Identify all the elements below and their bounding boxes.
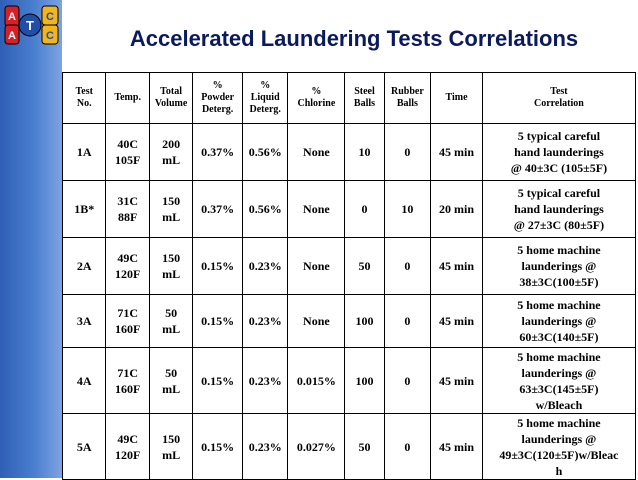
cell-test: 3A: [63, 295, 106, 348]
cell-volume: 200 mL: [149, 124, 192, 181]
cell-steel: 100: [345, 295, 384, 348]
header-liquid-deterg: % Liquid Deterg.: [242, 73, 288, 124]
cell-test: 5A: [63, 414, 106, 480]
cell-temp: 31C 88F: [106, 181, 149, 238]
cell-rubber: 0: [384, 295, 431, 348]
cell-volume: 150 mL: [149, 181, 192, 238]
cell-powder: 0.37%: [193, 181, 243, 238]
cell-chlorine: 0.027%: [288, 414, 345, 480]
table-row: [63, 295, 636, 348]
cell-correlation: 5 home machine launderings @ 63±3C(145±5F) w/Bleach: [482, 348, 635, 414]
header-chlorine: % Chlorine: [288, 73, 345, 124]
cell-steel: 100: [345, 348, 384, 414]
logo-letter: C: [46, 11, 54, 23]
correlations-table: [62, 72, 636, 480]
table-row: [63, 238, 636, 295]
cell-rubber: 0: [384, 414, 431, 480]
cell-rubber: 0: [384, 238, 431, 295]
cell-test: 1B*: [63, 181, 106, 238]
cell-volume: 50 mL: [149, 348, 192, 414]
cell-test: 2A: [63, 238, 106, 295]
cell-temp: 71C 160F: [106, 348, 149, 414]
cell-liquid: 0.23%: [242, 414, 288, 480]
cell-powder: 0.15%: [193, 348, 243, 414]
cell-rubber: 0: [384, 124, 431, 181]
cell-steel: 0: [345, 181, 384, 238]
cell-chlorine: None: [288, 295, 345, 348]
cell-powder: 0.37%: [193, 124, 243, 181]
cell-test: 4A: [63, 348, 106, 414]
header-time: Time: [431, 73, 483, 124]
header-powder-deterg: % Powder Deterg.: [193, 73, 243, 124]
cell-steel: 50: [345, 238, 384, 295]
slide-sidebar: [0, 0, 62, 478]
header-test-correlation: Test Correlation: [482, 73, 635, 124]
cell-liquid: 0.56%: [242, 181, 288, 238]
cell-chlorine: None: [288, 124, 345, 181]
table-row: [63, 181, 636, 238]
cell-liquid: 0.56%: [242, 124, 288, 181]
cell-volume: 150 mL: [149, 414, 192, 480]
header-steel-balls: Steel Balls: [345, 73, 384, 124]
cell-powder: 0.15%: [193, 295, 243, 348]
cell-temp: 49C 120F: [106, 238, 149, 295]
cell-correlation: 5 home machine launderings @ 49±3C(120±5F)w/Bleac h: [482, 414, 635, 480]
cell-chlorine: 0.015%: [288, 348, 345, 414]
cell-rubber: 10: [384, 181, 431, 238]
cell-test: 1A: [63, 124, 106, 181]
cell-volume: 150 mL: [149, 238, 192, 295]
cell-time: 20 min: [431, 181, 483, 238]
cell-temp: 71C 160F: [106, 295, 149, 348]
logo-letter: A: [8, 30, 16, 42]
cell-correlation: 5 typical careful hand launderings @ 27±3C (80±5F): [482, 181, 635, 238]
table-header-row: [63, 73, 636, 124]
header-temp: Temp.: [106, 73, 149, 124]
cell-time: 45 min: [431, 295, 483, 348]
cell-liquid: 0.23%: [242, 348, 288, 414]
cell-volume: 50 mL: [149, 295, 192, 348]
cell-powder: 0.15%: [193, 238, 243, 295]
cell-correlation: 5 home machine launderings @ 60±3C(140±5F): [482, 295, 635, 348]
cell-time: 45 min: [431, 124, 483, 181]
cell-chlorine: None: [288, 238, 345, 295]
cell-steel: 50: [345, 414, 384, 480]
cell-liquid: 0.23%: [242, 238, 288, 295]
cell-steel: 10: [345, 124, 384, 181]
cell-chlorine: None: [288, 181, 345, 238]
header-test-no: Test No.: [63, 73, 106, 124]
logo-letter: A: [8, 11, 16, 23]
table-row: [63, 348, 636, 414]
cell-temp: 49C 120F: [106, 414, 149, 480]
cell-time: 45 min: [431, 238, 483, 295]
header-total-volume: Total Volume: [149, 73, 192, 124]
logo-letter: T: [26, 18, 34, 33]
cell-rubber: 0: [384, 348, 431, 414]
cell-temp: 40C 105F: [106, 124, 149, 181]
cell-correlation: 5 typical careful hand launderings @ 40±3C (105±5F): [482, 124, 635, 181]
page-title: Accelerated Laundering Tests Correlations: [129, 26, 579, 51]
logo-letter: C: [46, 30, 54, 42]
table-row: [63, 414, 636, 480]
cell-time: 45 min: [431, 414, 483, 480]
header-rubber-balls: Rubber Balls: [384, 73, 431, 124]
cell-liquid: 0.23%: [242, 295, 288, 348]
cell-correlation: 5 home machine launderings @ 38±3C(100±5F): [482, 238, 635, 295]
aatcc-logo: [4, 5, 60, 45]
table-row: [63, 124, 636, 181]
cell-time: 45 min: [431, 348, 483, 414]
cell-powder: 0.15%: [193, 414, 243, 480]
